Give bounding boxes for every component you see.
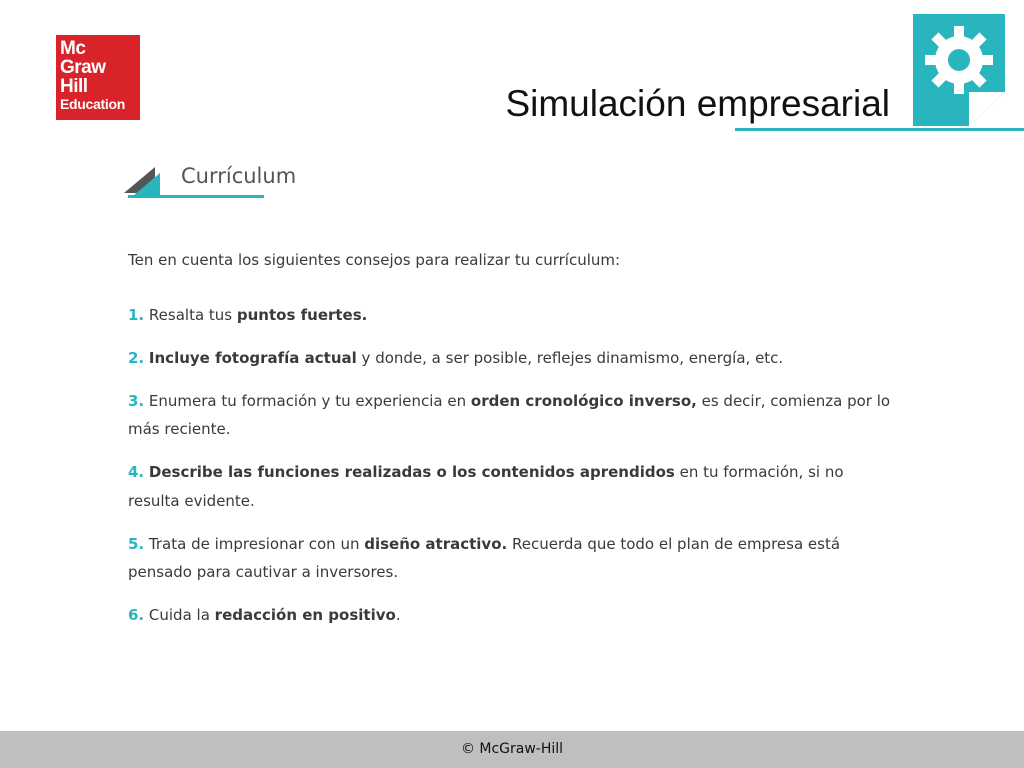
tip-text: Cuida la xyxy=(144,606,215,624)
section-title: Currículum xyxy=(181,164,297,188)
copyright-text: © McGraw-Hill xyxy=(460,741,564,757)
triangle-marker-icon xyxy=(122,165,160,196)
gear-icon xyxy=(913,14,1005,126)
tip-text: Recuerda que todo el plan de empresa está pensado para cautivar a inversores. xyxy=(128,534,841,581)
tip-highlight: redacción en positivo xyxy=(214,606,396,624)
tip-item-5 xyxy=(128,530,898,587)
tip-text: y donde, a ser posible, reflejes dinamismo, energía, etc. xyxy=(356,348,784,367)
logo-line-4: Education xyxy=(60,96,125,112)
logo-line-3: Hill xyxy=(60,76,88,97)
tip-number: 6. xyxy=(128,606,145,624)
tip-number: 3. xyxy=(128,391,145,410)
intro-text: Ten en cuenta los siguientes consejos para realizar tu currículum: xyxy=(128,251,621,269)
tip-item-2 xyxy=(128,344,898,373)
tip-highlight: Incluye fotografía actual xyxy=(148,348,357,367)
tip-highlight: diseño atractivo. xyxy=(364,534,508,553)
page-title: Simulación empresarial xyxy=(505,83,890,124)
section-underline xyxy=(128,195,264,198)
tip-text: Trata de impresionar con un xyxy=(144,534,365,553)
tip-highlight: puntos fuertes. xyxy=(236,305,368,324)
tip-text: Enumera tu formación y tu experiencia en xyxy=(144,391,471,410)
mcgraw-hill-education-logo xyxy=(56,35,140,120)
tip-text: es decir, comienza por lo más reciente. xyxy=(128,391,891,438)
tip-number: 2. xyxy=(128,348,145,367)
tip-item-4 xyxy=(128,458,898,515)
tip-text: . xyxy=(395,606,401,624)
tips-content xyxy=(128,246,898,644)
tip-number: 4. xyxy=(128,463,145,481)
tip-text: Resalta tus xyxy=(148,305,237,324)
tip-highlight: Describe las funciones realizadas o los contenidos aprendidos xyxy=(148,463,675,481)
tip-number: 5. xyxy=(128,534,145,553)
title-underline xyxy=(735,128,1024,131)
tip-text: en tu formación, si no resulta evidente. xyxy=(128,463,844,510)
logo-line-2: Graw xyxy=(60,57,106,78)
tip-number: 1. xyxy=(128,305,145,324)
tip-item-3 xyxy=(128,387,898,444)
logo-line-1: Mc xyxy=(60,38,86,59)
tip-highlight: orden cronológico inverso, xyxy=(470,391,697,410)
tip-item-6 xyxy=(128,601,898,630)
footer-bar xyxy=(0,731,1024,768)
tip-item-1 xyxy=(128,301,898,330)
